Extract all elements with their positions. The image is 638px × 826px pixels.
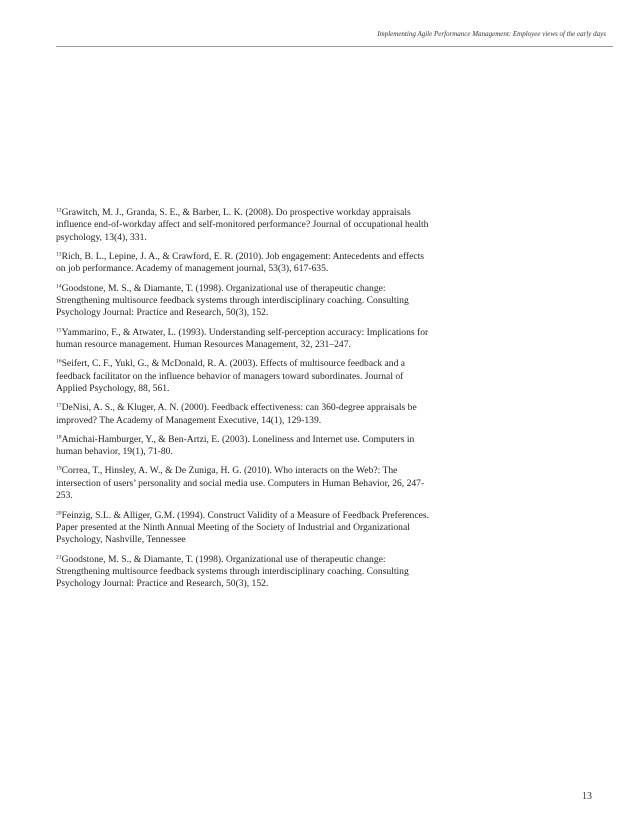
reference-text: Goodstone, M. S., & Diamante, T. (1998). Organizational use of therapeutic change: Strengthening multisource feedback systems through interdisciplinary coaching. Consulting Psychology Journal: Practice and Research, 50(3), 152. — [56, 553, 409, 590]
reference-item — [56, 251, 430, 276]
reference-text: Feinzig, S.L. & Alliger, G.M. (1994). Construct Validity of a Measure of Feedback Preferences. Paper presented at the Ninth Annual Meeting of the Society of Industrial and Organizational Psychology, Nashville, Tennessee — [56, 509, 429, 546]
reference-item — [56, 327, 430, 352]
reference-item — [56, 554, 430, 591]
reference-item — [56, 207, 430, 244]
reference-number: 20 — [56, 510, 62, 516]
running-header: Implementing Agile Performance Management: Employee views of the early days — [377, 30, 606, 38]
reference-text: Grawitch, M. J., Granda, S. E., & Barber, L. K. (2008). Do prospective workday appraisals influence end-of-workday affect and self-monitored performance? Journal of occupational health psychology, 13(4), 331. — [56, 207, 429, 243]
reference-item — [56, 434, 430, 459]
reference-number: 17 — [56, 402, 62, 409]
reference-text: DeNisi, A. S., & Kluger, A. N. (2000). Feedback effectiveness: can 360-degree appraisals be improved? The Academy of Management Executive, 14(1), 129-139. — [56, 402, 417, 426]
reference-list — [56, 207, 430, 598]
reference-item — [56, 510, 430, 547]
reference-number: 19 — [56, 465, 62, 472]
header-divider — [56, 46, 613, 47]
reference-text: Goodstone, M. S., & Diamante, T. (1998). Organizational use of therapeutic change: Strengthening multisource feedback systems through interdisciplinary coaching. Consulting Psychology Journal: Practice and Research, 50(3), 152. — [56, 282, 409, 319]
reference-text: Amichai-Hamburger, Y., & Ben-Artzi, E. (2003). Loneliness and Internet use. Computers in human behavior, 19(1), 71-80. — [56, 433, 415, 458]
reference-number: 16 — [56, 358, 62, 365]
reference-number: 12 — [56, 207, 62, 214]
reference-item — [56, 358, 430, 395]
reference-item — [56, 402, 430, 427]
reference-number: 21 — [56, 554, 62, 561]
reference-number: 13 — [56, 251, 62, 258]
reference-number: 14 — [56, 283, 62, 290]
reference-text: Correa, T., Hinsley, A. W., & De Zuniga, H. G. (2010). Who interacts on the Web?: The intersection of users’ personality and social media use. Computers in Human Behavior, 26, 247-253. — [56, 465, 425, 502]
reference-text: Seifert, C. F., Yukl, G., & McDonald, R. A. (2003). Effects of multisource feedback and a feedback facilitator on the influence behavior of managers toward subordinates. Journal of Applied Psychology, 88, 561. — [56, 358, 406, 395]
reference-item — [56, 465, 430, 502]
reference-text: Yammarino, F., & Atwater, L. (1993). Understanding self-perception accuracy: Implications for human resource management. Human Resources Management, 32, 231–247. — [56, 326, 429, 351]
page-number: 13 — [582, 791, 592, 802]
reference-text: Rich, B. L., Lepine, J. A., & Crawford, E. R. (2010). Job engagement: Antecedents and effects on job performance. Academy of management journal, 53(3), 617-635. — [56, 251, 425, 275]
reference-number: 18 — [56, 434, 62, 441]
reference-item — [56, 283, 430, 320]
reference-number: 15 — [56, 327, 62, 334]
